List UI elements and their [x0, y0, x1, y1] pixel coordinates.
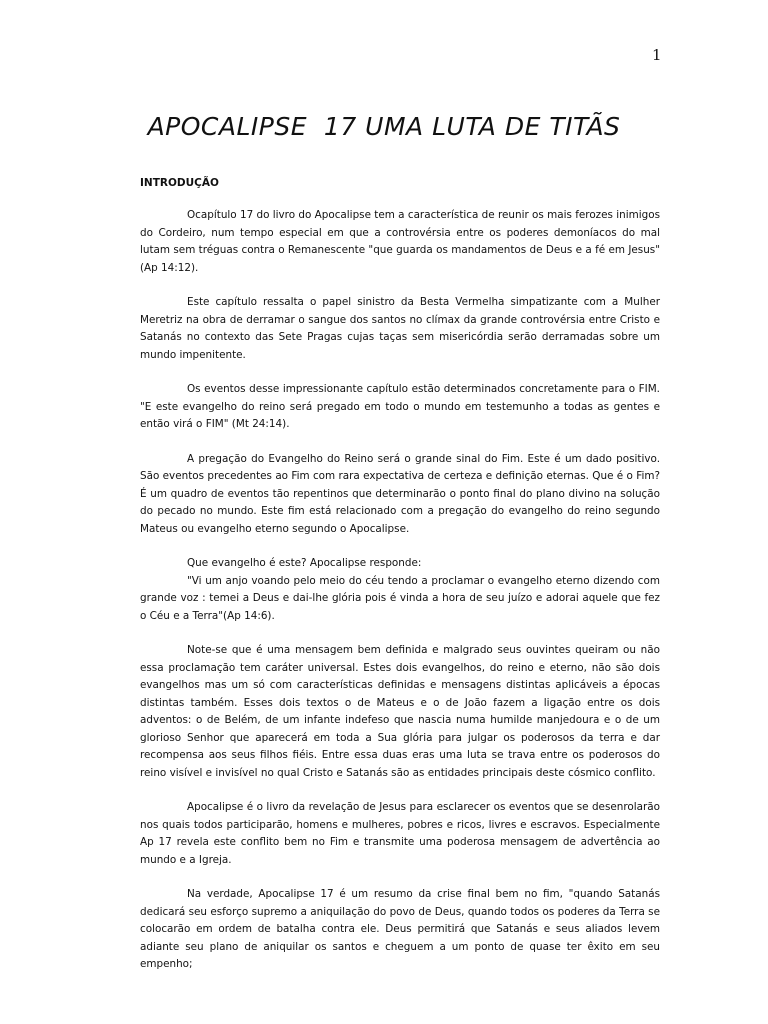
- paragraph-quote-ap-14-6: "Vi um anjo voando pelo meio do céu tendo a proclamar o evangelho eterno dizendo com grande voz : temei a Deus e dai-lhe glória pois é vinda a hora de seu juízo e adorai aquele que fez o Céu e a Terra"(Ap 14:6).: [140, 574, 660, 622]
- paragraph-eventos-fim: Os eventos desse impressionante capítulo estão determinados concretamente para o FIM. "E este evangelho do reino será pregado em todo o mundo em testemunho a todas as gentes e então virá o FIM" (Mt 24:14).: [140, 383, 660, 430]
- section-heading: INTRODUÇÃO: [140, 177, 219, 189]
- paragraph-mensagem-definida: Note-se que é uma mensagem bem definida e malgrado seus ouvintes queiram ou não essa proclamação tem caráter universal. Estes dois evangelhos, do reino e eterno, não são dois evangelhos mas um só com características definidas e mensagens distintas aplicáveis a épocas distintas também. Esses dois textos o de Mateus e o de João fazem a ligação entre os dois adventos: o de Belém, de um infante indefeso que nascia numa humilde manjedoura e o de um glorioso Senhor que aparecerá em toda a Sua glória para julgar os poderosos da terra e dar recompensa aos seus filhos fiéis. Entre essa duas eras uma luta se trava entre os poderosos do reino visível e invisível no qual Cristo e Satanás são as entidades principais deste cósmico conflito.: [140, 644, 660, 779]
- paragraph-revelacao-jesus: Apocalipse é o livro da revelação de Jesus para esclarecer os eventos que se desenrolarão nos quais todos participarão, homens e mulheres, pobres e ricos, livres e escravos. Especialmente Ap 17 revela este conflito bem no Fim e transmite uma poderosa mensagem de advertência ao mundo e a Igreja.: [140, 801, 660, 866]
- paragraph-que-evangelho: Que evangelho é este? Apocalipse responde:: [187, 557, 422, 569]
- paragraph-crise-final: Na verdade, Apocalipse 17 é um resumo da crise final bem no fim, "quando Satanás dedicará seu esforço supremo a aniquilação do povo de Deus, quando todos os poderes da Terra se colocarão em ordem de batalha contra ele. Deus permitirá que Satanás e seus aliados levem adiante seu plano de aniquilar os santos e cheguem a um ponto de quase ter êxito em seu empenho;: [140, 888, 660, 970]
- paragraph-pregacao-evangelho: A pregação do Evangelho do Reino será o grande sinal do Fim. Este é um dado positivo. São eventos precedentes ao Fim com rara expectativa de certeza e definição eternas. Que é o Fim? É um quadro de eventos tão repentinos que determinarão o ponto final do plano divino na solução do pecado no mundo. Este fim está relacionado com a pregação do evangelho do reino segundo Mateus ou evangelho eterno segundo o Apocalipse.: [140, 452, 660, 535]
- page-number: 1: [652, 46, 662, 64]
- paragraph-intro: Ocapítulo 17 do livro do Apocalipse tem a característica de reunir os mais ferozes inimigos do Cordeiro, num tempo especial em que a controvérsia entre os poderes demoníacos do mal lutam sem tréguas contra o Remanescente "que guarda os mandamentos de Deus e a fé em Jesus"(Ap 14:12).: [140, 209, 660, 274]
- document-title: APOCALIPSE 17 UMA LUTA DE TITÃS: [147, 112, 621, 141]
- paragraph-besta-vermelha: Este capítulo ressalta o papel sinistro da Besta Vermelha simpatizante com a Mulher Meretriz na obra de derramar o sangue dos santos no clímax da grande controvérsia entre Cristo e Satanás no contexto das Sete Pragas cujas taças sem misericórdia serão derramadas sobre um mundo impenitente.: [140, 296, 660, 361]
- document-body: [140, 207, 660, 991]
